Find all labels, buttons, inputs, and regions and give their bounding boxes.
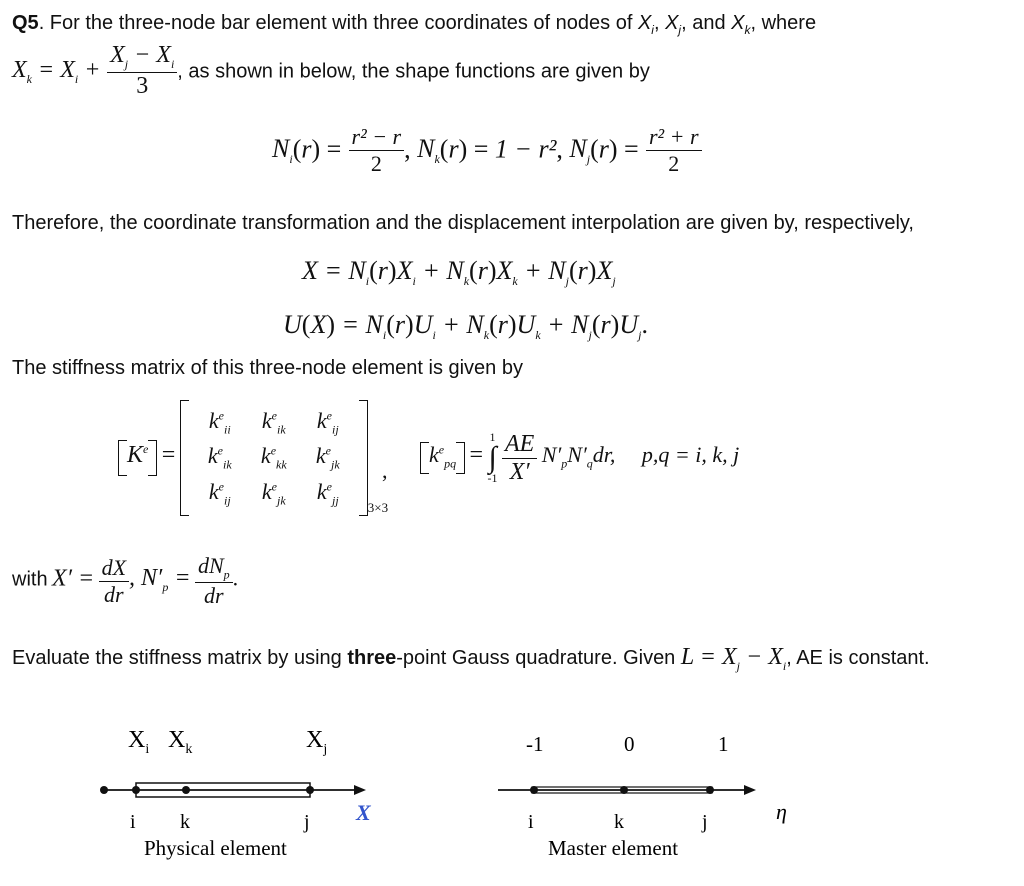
master-bottom-i: i — [528, 811, 534, 833]
eq-denominator: 3 — [136, 72, 149, 99]
stiffness-integral: $k^e_{pq}$ = 1 ∫ -1 $\frac{AE}{X'}$ $N'_pN'_qdr$, p,q = i, k, j — [420, 430, 739, 486]
shape-nj-numerator: r² + r — [646, 124, 702, 151]
node-var-xi: X — [637, 12, 652, 34]
dx-denominator: dr — [104, 581, 124, 607]
phys-bottom-j: j — [304, 811, 310, 833]
master-element-diagram — [490, 715, 820, 865]
shape-ni-fraction — [349, 124, 405, 177]
sub-i: i — [651, 23, 654, 37]
dn-denominator: dr — [204, 583, 224, 609]
master-node-j — [706, 786, 714, 794]
phys-bottom-k: k — [180, 811, 190, 833]
phys-axis-label: X — [356, 800, 371, 825]
phys-caption: Physical element — [144, 836, 287, 860]
with-label: with — [12, 568, 48, 591]
stiffness-matrix-block: $K^e$ = $k^e_{ii}$ $k^e_{ik}$ $k^e_{ij}$ $k^e_{ik}$ $k^e_{kk}$ $k^e_{jk}$ $k^e_{ij}$ $k^e_{jk}$ $k^e_{jj}$ 3×3 — [118, 400, 388, 516]
shape-ni-numerator: r² − r — [349, 124, 405, 151]
stiffness-intro: The stiffness matrix of this three-node element is given by — [12, 357, 523, 379]
and-text: , and — [681, 12, 732, 34]
master-label-0: 0 — [624, 732, 635, 756]
master-node-i — [530, 786, 538, 794]
node-var-xk: X — [731, 12, 745, 34]
dx-dr-fraction — [99, 555, 129, 608]
question-label: Q5 — [12, 12, 39, 34]
where-text: , where — [750, 12, 817, 34]
dn-numerator: dN — [197, 553, 224, 578]
shape-functions: $N_i(r)$ = $\frac{\text{r² − r}}{2}$ , $N_k(r) = 1 - r^2$, $N_j(r)$ = $\frac{\text{r² + r}}{2}$ — [272, 124, 702, 177]
evaluate-bold: three — [347, 647, 397, 669]
evaluate-text: Evaluate the stiffness matrix by using three-point Gauss quadrature. Given $L = X_j - X_i$, AE is constant. — [12, 644, 930, 673]
phys-node-j — [306, 786, 314, 794]
master-node-k — [620, 786, 628, 794]
phys-node-k — [182, 786, 190, 794]
node-k-equation — [12, 42, 650, 100]
matrix-dimension: 3×3 — [367, 500, 389, 515]
matrix-k-symbol: $K^e$ — [127, 442, 149, 469]
shape-nj-denominator: 2 — [668, 151, 680, 176]
physical-element-diagram — [90, 715, 390, 865]
phys-label-xk: $X_k$ — [168, 727, 193, 757]
master-caption: Master element — [548, 836, 679, 860]
displacement-interpolation: $U(X) = N_i(r)U_i + N_k(r)U_k + N_j(r)U_j$. — [283, 310, 648, 343]
master-bottom-k: k — [614, 811, 624, 833]
integral-denominator: X′ — [509, 458, 530, 485]
master-bottom-j: j — [702, 811, 708, 833]
evaluate-part-c: , AE is constant. — [786, 647, 930, 669]
sub-k: k — [744, 23, 751, 37]
integral-sign: ∫ — [488, 441, 497, 474]
integral-upper-limit: 1 — [489, 430, 496, 444]
phys-node-left-end — [100, 786, 108, 794]
integral-fraction — [502, 431, 537, 486]
phys-label-xi: $X_i$ — [128, 727, 150, 757]
integral-lower-limit: -1 — [487, 471, 498, 485]
node-var-xj: X — [665, 12, 679, 34]
derivative-definitions: with X′ = $\frac{dX}{dr}$ , $N'_p$ = $\frac{dN_p}{dr}$ . — [12, 553, 239, 609]
coordinate-transformation: $X = N_i(r)X_i + N_k(r)X_k + N_j(r)X_j$ — [302, 256, 616, 289]
master-label-minus1: -1 — [526, 732, 544, 756]
dn-dr-fraction: $\frac{dN_p}{dr}$ — [195, 553, 233, 609]
question-line-1: Q5. For the three-node bar element with three coordinates of nodes of $X_i$, $X_j$, and $X_k$, where — [12, 12, 817, 37]
integral-numerator: AE — [502, 431, 537, 459]
phys-node-i — [132, 786, 140, 794]
evaluate-part-a: Evaluate the stiffness matrix by using — [12, 647, 348, 669]
phys-label-xj: $X_j$ — [306, 727, 328, 757]
master-label-1: 1 — [718, 732, 729, 756]
shape-ni-denominator: 2 — [370, 151, 382, 176]
phys-bottom-i: i — [130, 811, 136, 833]
master-axis-label: η — [776, 799, 787, 824]
shape-nk-rhs: 1 − r² — [494, 134, 557, 164]
master-axis-arrowhead — [744, 785, 756, 795]
dx-numerator: dX — [99, 555, 129, 582]
phys-axis-arrowhead — [354, 785, 366, 795]
matrix-comma: , — [382, 458, 388, 483]
sub-j: j — [678, 23, 682, 37]
evaluate-part-b: -point Gauss quadrature. Given — [396, 647, 681, 669]
eq-xk: $X_k = X_i$ + — [12, 57, 101, 87]
eq-fraction: $\frac{X_j - X_i}{3}$ — [107, 42, 177, 100]
intro-text: . For the three-node bar element with three coordinates of nodes of — [38, 12, 638, 34]
therefore-text: Therefore, the coordinate transformation and the displacement interpolation are given by, respectively, — [12, 212, 914, 234]
stiffness-matrix: $k^e_{ii}$ $k^e_{ik}$ $k^e_{ij}$ $k^e_{ik}$ $k^e_{kk}$ $k^e_{jk}$ $k^e_{ij}$ $k^e_{jk}$ $k^e_{jj}$ — [207, 407, 340, 508]
as-shown-text: , as shown in below, the shape functions are given by — [177, 60, 650, 83]
pq-list: p,q = i, k, j — [641, 442, 740, 468]
shape-nj-fraction — [646, 124, 702, 177]
